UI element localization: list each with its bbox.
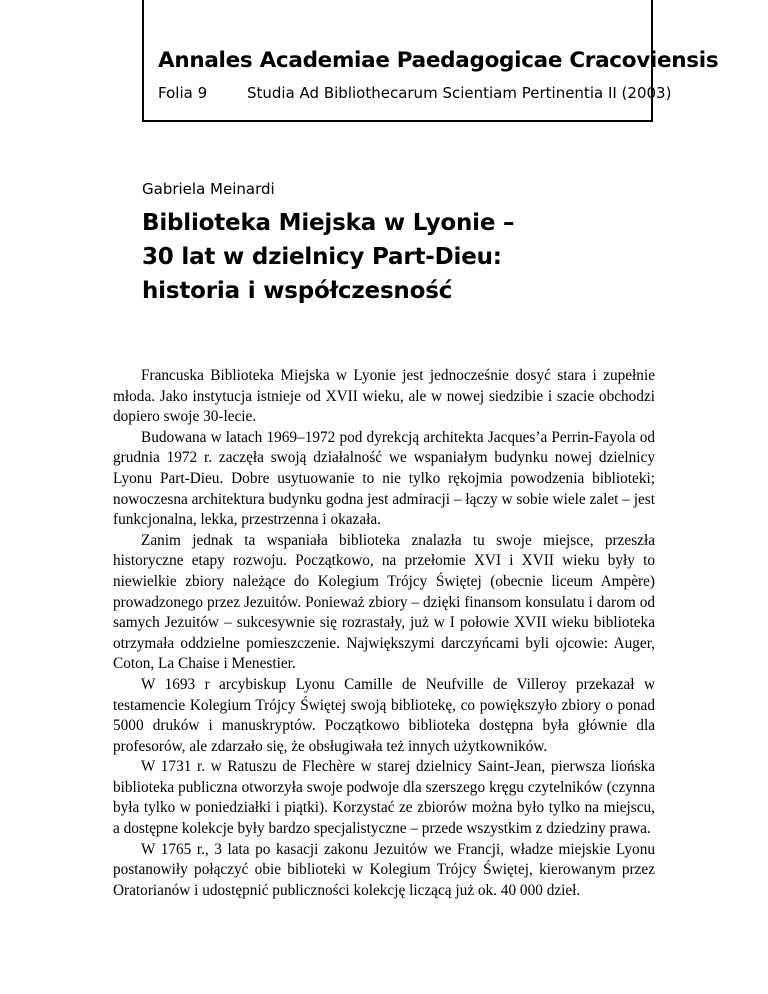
article-title-line: 30 lat w dzielnicy Part-Dieu: <box>142 244 502 270</box>
article-title-line: historia i współczesność <box>142 278 453 304</box>
paragraph: W 1765 r., 3 lata po kasacji zakonu Jezuitów we Francji, władze miejskie Lyonu postanowiły połączyć obie biblioteki w Kolegium Trójcy Świętej, kierowanym przez Oratorianów i udostępnić publiczności kolekcję liczącą już ok. 40 000 dzieł. <box>113 840 655 899</box>
article-title-line: Biblioteka Miejska w Lyonie – <box>142 210 515 236</box>
paragraph: W 1693 r arcybiskup Lyonu Camille de Neufville de Villeroy przekazał w testamencie Kolegium Trójcy Świętej swoją bibliotekę, co powiększyło zbiory o ponad 5000 druków i manuskryptów. Początkowo biblioteka dostępna była głównie dla profesorów, ale zdarzało się, że obsługiwała też innych użytkowników. <box>113 675 655 755</box>
journal-title: Annales Academiae Paedagogicae Cracoviensis <box>158 48 719 73</box>
folio-number: Folia 9 <box>158 84 208 102</box>
paragraph: Budowana w latach 1969–1972 pod dyrekcją architekta Jacques’a Perrin-Fayola od grudnia 1972 r. zaczęła swoją działalność we wspaniałym budynku nowej dzielnicy Lyonu Part-Dieu. Dobre usytuowanie to nie tylko rękojmia powodzenia biblioteki; nowoczesna architektura budynku godna jest admiracji – łączy w sobie wiele zalet – jest funkcjonalna, lekka, przestrzenna i okazała. <box>113 428 655 529</box>
author-name: Gabriela Meinardi <box>142 180 275 198</box>
paragraph: Zanim jednak ta wspaniała biblioteka znalazła tu swoje miejsce, przeszła historyczne etapy rozwoju. Początkowo, na przełomie XVI i XVII wieku były to niewielkie zbiory należące do Kolegium Trójcy Świętej (obecnie liceum Ampère) prowadzonego przez Jezuitów. Ponieważ zbiory – dzięki finansom konsulatu i darom od samych Jezuitów – sukcesywnie się rozrastały, już w I połowie XVII wieku biblioteka otrzymała oddzielne pomieszczenie. Największymi darczyńcami byli ojcowie: Auger, Coton, La Chaise i Menestier. <box>113 531 655 673</box>
journal-header <box>142 0 719 122</box>
paragraph: W 1731 r. w Ratuszu de Flechère w starej dzielnicy Saint-Jean, pierwsza liońska biblioteka publiczna otworzyła swoje podwoje dla szerszego kręgu czytelników (czynna była tylko w poniedziałki i piątki). Korzystać ze zbiorów można było tylko na miejscu, a dostępne kolekcje były bardzo specjalistyczne – przede wszystkim z dziedziny prawa. <box>113 758 655 838</box>
series-title: Studia Ad Bibliothecarum Scientiam Pertinentia II (2003) <box>247 84 672 102</box>
paragraph: Francuska Biblioteka Miejska w Lyonie jest jednocześnie dosyć stara i zupełnie młoda. Jako instytucja istnieje od XVII wieku, ale w nowej siedzibie i szacie obchodzi dopiero swoje 30-lecie. <box>113 367 655 426</box>
article-title <box>142 206 514 308</box>
article-body <box>113 366 655 901</box>
